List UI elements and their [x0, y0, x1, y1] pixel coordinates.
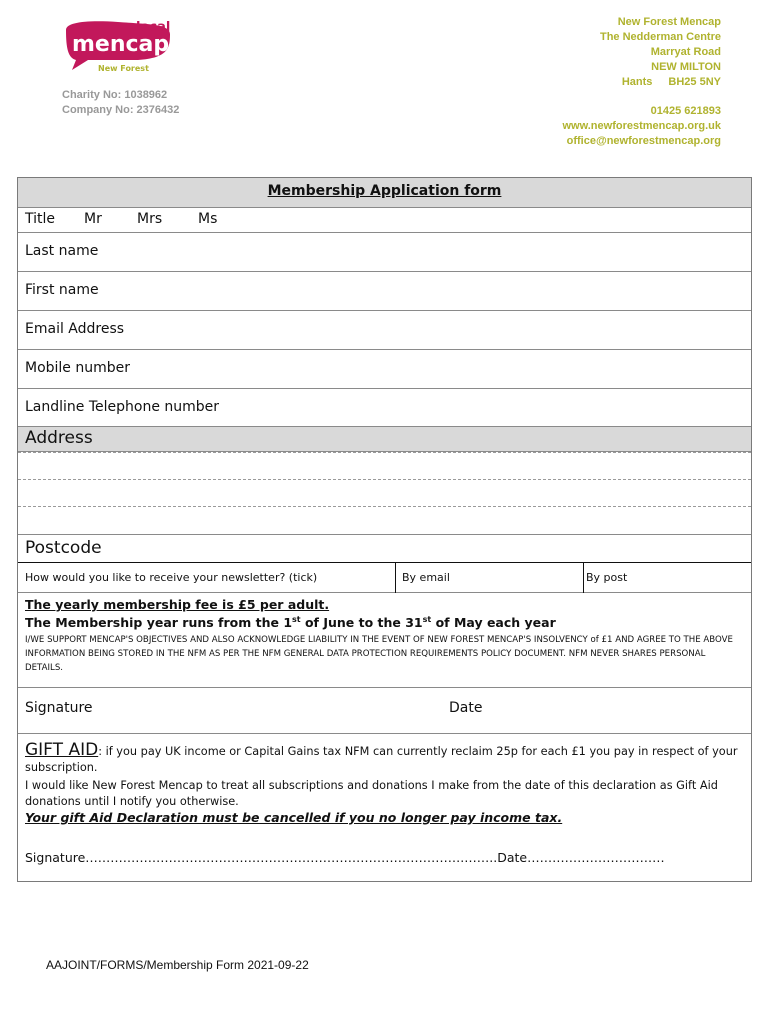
address-line [18, 506, 751, 507]
newsletter-by-post[interactable]: By post [586, 571, 628, 584]
county-postcode [562, 75, 721, 90]
gift-aid-cancel: Your gift Aid Declaration must be cancelled if you no longer pay income tax. [25, 810, 563, 825]
address-line-3: NEW MILTON [651, 61, 721, 73]
county: Hants [621, 76, 653, 88]
landline-field[interactable] [18, 389, 751, 427]
mencap-logo [58, 18, 198, 78]
contact-address [562, 15, 721, 149]
postcode-field[interactable] [18, 534, 751, 563]
gift-aid-title: GIFT AID [25, 740, 99, 760]
last-name-label: Last name [25, 243, 99, 259]
address-line-1: The Nedderman Centre [599, 31, 721, 43]
gift-aid-signature-line[interactable]: Signature……………………………………………………………………………….……..Date…………………………… [25, 850, 665, 865]
address-heading-row [18, 427, 751, 452]
first-name-label: First name [25, 282, 99, 298]
website-link[interactable]: www.newforestmencap.org.uk [562, 120, 721, 132]
newsletter-question: How would you like to receive your newsletter? (tick) [25, 571, 318, 584]
newsletter-row [18, 563, 751, 593]
gift-aid-statement: I would like New Forest Mencap to treat all subscriptions and donations I make from the date of this declaration as Gift Aid donations until I notify you otherwise. [25, 779, 718, 808]
gift-aid-section [18, 734, 751, 882]
address-line [18, 479, 751, 480]
signature-label: Signature [25, 700, 93, 716]
first-name-field[interactable] [18, 272, 751, 311]
form-heading: Membership Application form [267, 183, 502, 199]
phone: 01425 621893 [650, 105, 721, 117]
signature-row[interactable] [18, 688, 751, 734]
date-label: Date [449, 700, 483, 716]
mobile-label: Mobile number [25, 360, 131, 376]
address-line-2: Marryat Road [650, 46, 721, 58]
logo-local-text: local [136, 20, 171, 35]
form-heading-row [18, 178, 751, 208]
email-field[interactable] [18, 311, 751, 350]
postcode-label: Postcode [25, 538, 102, 558]
membership-year: The Membership year runs from the 1st of June to the 31st of May each year [25, 615, 556, 631]
email-label: Email Address [25, 321, 125, 337]
mobile-field[interactable] [18, 350, 751, 389]
org-name: New Forest Mencap [617, 16, 721, 28]
title-option-mr[interactable]: Mr [84, 211, 102, 227]
last-name-field[interactable] [18, 233, 751, 272]
company-number: Company No: 2376432 [62, 104, 180, 116]
title-row [18, 208, 751, 233]
email-link[interactable]: office@newforestmencap.org [566, 135, 721, 147]
title-option-ms[interactable]: Ms [198, 211, 218, 227]
liability-statement: I/WE SUPPORT MENCAP'S OBJECTIVES AND ALSO ACKNOWLEDGE LIABILITY IN THE EVENT OF NEW FOREST MENCAP'S INSOLVENCY of £1 AND AGREE TO THE ABOVE INFORMATION BEING STORED IN THE NFM AS PER THE NFM GENERAL DATA PROTECTION REQUIREMENTS POLICY DOCUMENT. NFM NEVER SHARES PERSONAL DETAILS. [25, 635, 733, 673]
charity-details [62, 88, 179, 118]
fee-line: The yearly membership fee is £5 per adult. [25, 597, 330, 612]
charity-number: Charity No: 1038962 [62, 89, 168, 101]
address-label: Address [25, 428, 93, 448]
newsletter-by-email[interactable]: By email [402, 571, 450, 584]
postcode: BH25 5NY [668, 76, 721, 88]
title-option-mrs[interactable]: Mrs [137, 211, 163, 227]
landline-label: Landline Telephone number [25, 399, 220, 415]
membership-form [17, 177, 752, 882]
address-line [18, 452, 751, 453]
logo-sub-text: New Forest [98, 64, 149, 73]
logo-main-text: mencap [72, 32, 170, 57]
footer-reference: AAJOINT/FORMS/Membership Form 2021-09-22 [46, 958, 309, 972]
fee-info [18, 593, 751, 688]
gift-aid-intro: : if you pay UK income or Capital Gains tax NFM can currently reclaim 25p for each £1 you pay in respect of your subscription. [25, 745, 738, 774]
title-label: Title [25, 211, 56, 227]
